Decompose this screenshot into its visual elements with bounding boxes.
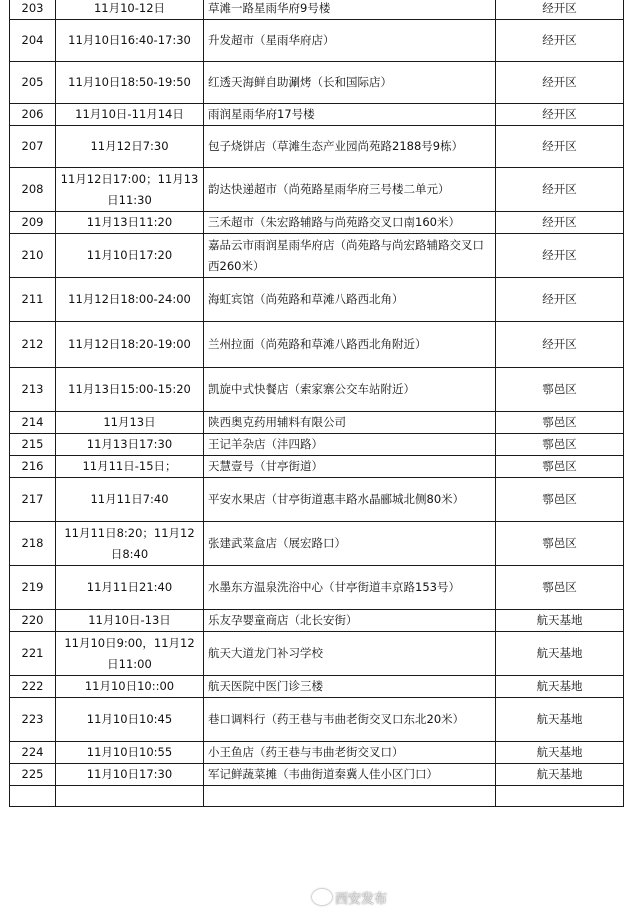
table-row xyxy=(10,698,624,742)
table-row xyxy=(10,676,624,698)
row-district-cell: 鄠邑区 xyxy=(496,478,624,522)
row-number-cell: 219 xyxy=(10,566,56,610)
row-number-cell: 210 xyxy=(10,234,56,278)
row-district-cell: 航天基地 xyxy=(496,610,624,632)
table-row xyxy=(10,126,624,168)
row-district-cell xyxy=(496,786,624,807)
watermark-text: 西安发布 xyxy=(335,891,388,907)
row-district-cell: 经开区 xyxy=(496,322,624,368)
row-district-cell: 航天基地 xyxy=(496,764,624,786)
row-place-cell: 升发超市（星雨华府店） xyxy=(204,20,496,62)
row-time-cell: 11月13日11:20 xyxy=(56,212,204,234)
row-number-cell: 211 xyxy=(10,278,56,322)
row-time-cell: 11月10日16:40-17:30 xyxy=(56,20,204,62)
row-time-cell: 11月11日7:40 xyxy=(56,478,204,522)
row-number-cell: 206 xyxy=(10,104,56,126)
row-district-cell: 经开区 xyxy=(496,168,624,212)
row-place-cell: 王记羊杂店（沣四路） xyxy=(204,434,496,456)
table-row xyxy=(10,322,624,368)
row-district-cell: 经开区 xyxy=(496,20,624,62)
table-row xyxy=(10,104,624,126)
row-place-cell: 乐友孕婴童商店（北长安街） xyxy=(204,610,496,632)
row-time-cell: 11月10日17:20 xyxy=(56,234,204,278)
row-place-cell: 草滩一路星雨华府9号楼 xyxy=(204,0,496,20)
row-district-cell: 鄠邑区 xyxy=(496,566,624,610)
row-district-cell: 经开区 xyxy=(496,212,624,234)
table-row xyxy=(10,412,624,434)
row-time-cell: 11月10日10:55 xyxy=(56,742,204,764)
row-place-cell: 红透天海鲜自助涮烤（长和国际店） xyxy=(204,62,496,104)
row-place-cell: 水墨东方温泉洗浴中心（甘亭街道丰京路153号） xyxy=(204,566,496,610)
row-place-cell: 天慧壹号（甘亭街道） xyxy=(204,456,496,478)
row-number-cell: 215 xyxy=(10,434,56,456)
row-number-cell: 216 xyxy=(10,456,56,478)
row-number-cell: 205 xyxy=(10,62,56,104)
row-time-cell: 11月12日18:00-24:00 xyxy=(56,278,204,322)
row-district-cell: 航天基地 xyxy=(496,742,624,764)
row-number-cell: 212 xyxy=(10,322,56,368)
table-row xyxy=(10,62,624,104)
row-place-cell: 韵达快递超市（尚苑路星雨华府三号楼二单元） xyxy=(204,168,496,212)
row-number-cell: 220 xyxy=(10,610,56,632)
row-number-cell: 218 xyxy=(10,522,56,566)
row-time-cell: 11月11日8:20；11月12日8:40 xyxy=(56,522,204,566)
table-row xyxy=(10,456,624,478)
row-number-cell: 214 xyxy=(10,412,56,434)
row-place-cell: 海虹宾馆（尚苑路和草滩八路西北角） xyxy=(204,278,496,322)
row-time-cell: 11月10-12日 xyxy=(56,0,204,20)
table-row xyxy=(10,632,624,676)
table-row xyxy=(10,278,624,322)
row-district-cell: 鄠邑区 xyxy=(496,456,624,478)
row-number-cell: 213 xyxy=(10,368,56,412)
row-number-cell: 208 xyxy=(10,168,56,212)
row-time-cell: 11月10日-13日 xyxy=(56,610,204,632)
weibo-logo-icon xyxy=(312,889,332,905)
table-row xyxy=(10,168,624,212)
row-place-cell xyxy=(204,786,496,807)
table-row xyxy=(10,20,624,62)
row-district-cell: 经开区 xyxy=(496,234,624,278)
row-number-cell: 222 xyxy=(10,676,56,698)
row-district-cell: 鄠邑区 xyxy=(496,368,624,412)
row-place-cell: 包子烧饼店（草滩生态产业园尚苑路2188号9栋） xyxy=(204,126,496,168)
row-time-cell: 11月10日10::00 xyxy=(56,676,204,698)
row-number-cell: 203 xyxy=(10,0,56,20)
row-district-cell: 经开区 xyxy=(496,126,624,168)
row-place-cell: 平安水果店（甘亭街道惠丰路水晶郦城北侧80米） xyxy=(204,478,496,522)
row-time-cell: 11月10日18:50-19:50 xyxy=(56,62,204,104)
row-number-cell: 207 xyxy=(10,126,56,168)
row-place-cell: 雨润星雨华府17号楼 xyxy=(204,104,496,126)
row-time-cell xyxy=(56,786,204,807)
row-district-cell: 经开区 xyxy=(496,104,624,126)
row-place-cell: 航天大道龙门补习学校 xyxy=(204,632,496,676)
table-row xyxy=(10,786,624,807)
row-place-cell: 航天医院中医门诊三楼 xyxy=(204,676,496,698)
row-time-cell: 11月10日17:30 xyxy=(56,764,204,786)
row-place-cell: 兰州拉面（尚苑路和草滩八路西北角附近） xyxy=(204,322,496,368)
row-district-cell: 鄠邑区 xyxy=(496,412,624,434)
table-row xyxy=(10,478,624,522)
row-place-cell: 三禾超市（朱宏路辅路与尚苑路交叉口南160米） xyxy=(204,212,496,234)
row-time-cell: 11月10日10:45 xyxy=(56,698,204,742)
row-time-cell: 11月10日-11月14日 xyxy=(56,104,204,126)
row-time-cell: 11月10日9:00，11月12日11:00 xyxy=(56,632,204,676)
row-time-cell: 11月12日17:00；11月13日11:30 xyxy=(56,168,204,212)
row-number-cell: 217 xyxy=(10,478,56,522)
row-place-cell: 小王鱼店（药王巷与韦曲老街交叉口） xyxy=(204,742,496,764)
row-time-cell: 11月13日17:30 xyxy=(56,434,204,456)
row-number-cell: 221 xyxy=(10,632,56,676)
table-row xyxy=(10,742,624,764)
table-row xyxy=(10,212,624,234)
row-place-cell: 军记鲜蔬菜摊（韦曲街道秦冀人佳小区门口） xyxy=(204,764,496,786)
row-time-cell: 11月13日 xyxy=(56,412,204,434)
row-time-cell: 11月12日18:20-19:00 xyxy=(56,322,204,368)
row-number-cell: 225 xyxy=(10,764,56,786)
table-row xyxy=(10,0,624,20)
row-place-cell: 嘉品云市雨润星雨华府店（尚苑路与尚宏路辅路交叉口西260米） xyxy=(204,234,496,278)
watermark xyxy=(312,884,452,910)
row-time-cell: 11月13日15:00-15:20 xyxy=(56,368,204,412)
row-time-cell: 11月11日21:40 xyxy=(56,566,204,610)
row-district-cell: 经开区 xyxy=(496,62,624,104)
row-district-cell: 鄠邑区 xyxy=(496,434,624,456)
table-row xyxy=(10,234,624,278)
row-number-cell: 223 xyxy=(10,698,56,742)
table-row xyxy=(10,522,624,566)
row-district-cell: 航天基地 xyxy=(496,698,624,742)
row-number-cell: 204 xyxy=(10,20,56,62)
row-time-cell: 11月12日7:30 xyxy=(56,126,204,168)
row-place-cell: 凯旋中式快餐店（索家寨公交车站附近） xyxy=(204,368,496,412)
row-district-cell: 经开区 xyxy=(496,278,624,322)
table-body xyxy=(10,0,624,807)
row-number-cell: 224 xyxy=(10,742,56,764)
row-district-cell: 航天基地 xyxy=(496,676,624,698)
row-place-cell: 巷口调料行（药王巷与韦曲老街交叉口东北20米） xyxy=(204,698,496,742)
locations-table xyxy=(9,0,624,807)
table-row xyxy=(10,566,624,610)
row-district-cell: 经开区 xyxy=(496,0,624,20)
table-row xyxy=(10,764,624,786)
row-place-cell: 张建武菜盒店（展宏路口） xyxy=(204,522,496,566)
row-number-cell: 209 xyxy=(10,212,56,234)
row-district-cell: 航天基地 xyxy=(496,632,624,676)
table-row xyxy=(10,434,624,456)
table-row xyxy=(10,610,624,632)
table-row xyxy=(10,368,624,412)
row-place-cell: 陕西奥克药用辅料有限公司 xyxy=(204,412,496,434)
row-time-cell: 11月11日-15日； xyxy=(56,456,204,478)
row-district-cell: 鄠邑区 xyxy=(496,522,624,566)
row-number-cell xyxy=(10,786,56,807)
